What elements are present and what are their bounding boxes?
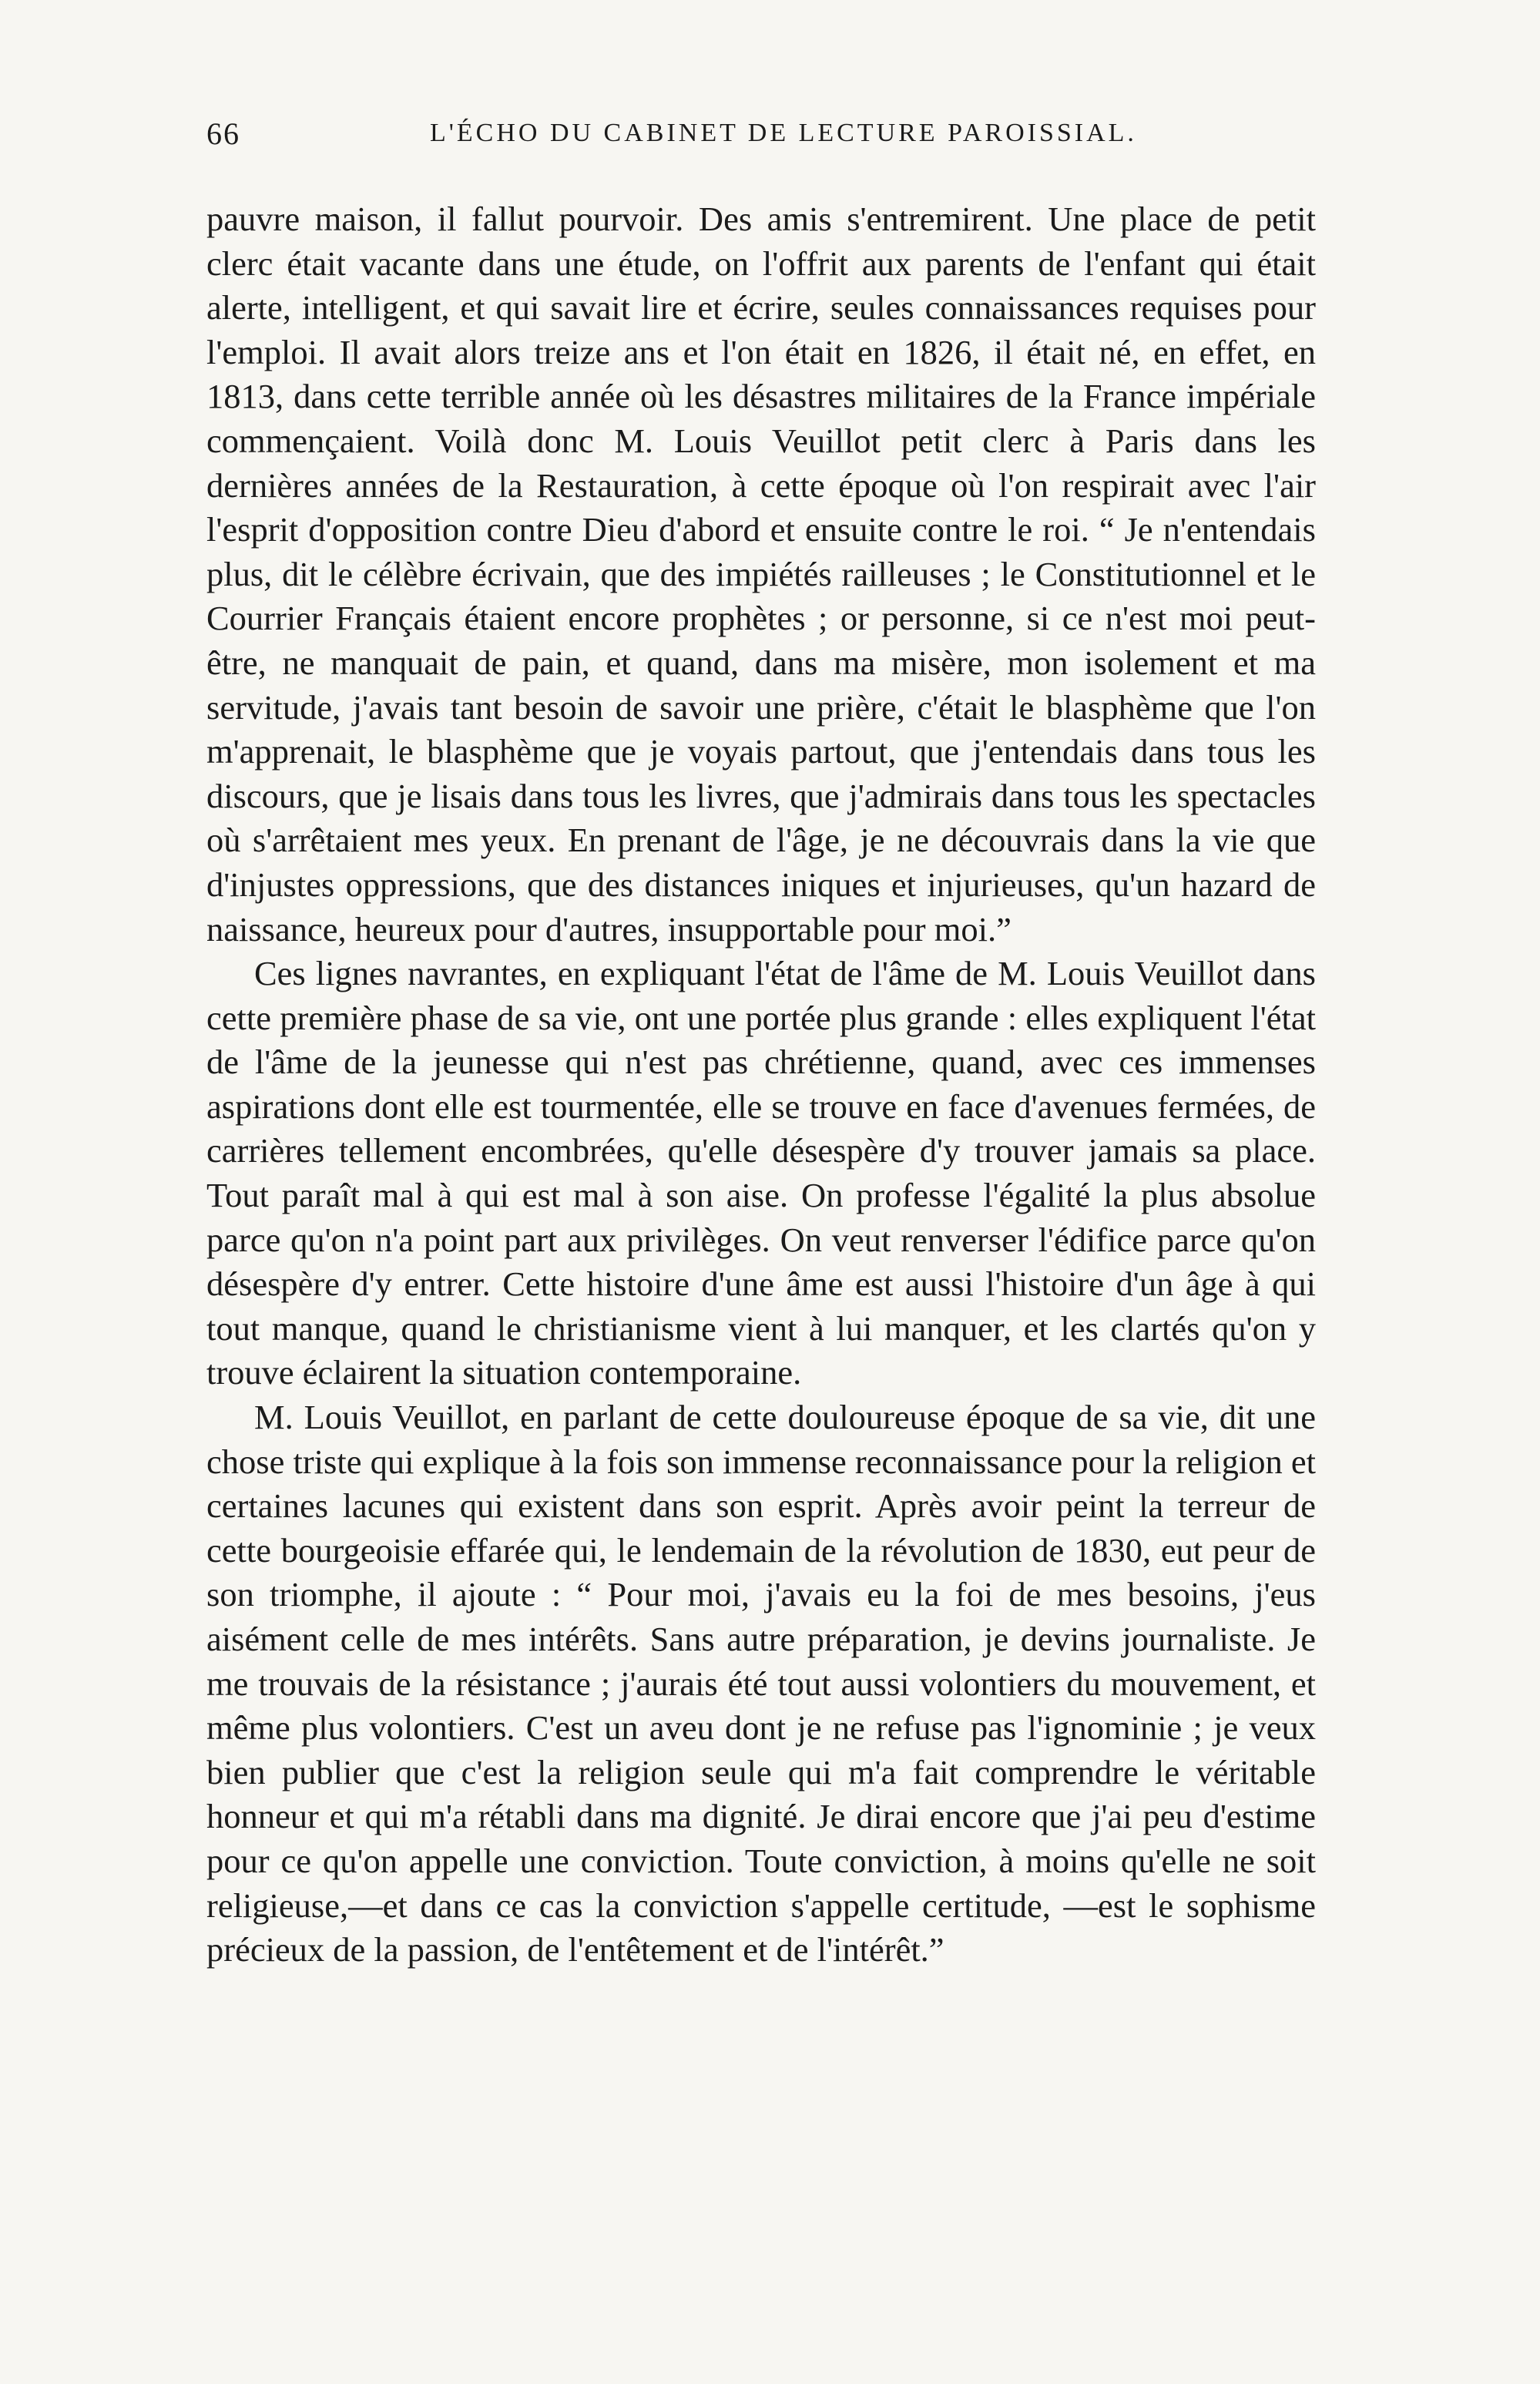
body-text <box>206 197 1316 1973</box>
paragraph-1: pauvre maison, il fallut pourvoir. Des amis s'entremirent. Une place de petit clerc était vacante dans une étude, on l'offrit aux parents de l'enfant qui était alerte, intelligent, et qui savait lire et écrire, seules connaissances requises pour l'emploi. Il avait alors treize ans et l'on était en 1826, il était né, en effet, en 1813, dans cette terrible année où les désastres militaires de la France impériale commençaient. Voilà donc M. Louis Veuillot petit clerc à Paris dans les dernières années de la Restauration, à cette époque où l'on respirait avec l'air l'esprit d'opposition contre Dieu d'abord et ensuite contre le roi. “ Je n'entendais plus, dit le célèbre écrivain, que des impiétés railleuses ; le Constitutionnel et le Courrier Français étaient encore prophètes ; or personne, si ce n'est moi peut-être, ne manquait de pain, et quand, dans ma misère, mon isolement et ma servitude, j'avais tant besoin de savoir une prière, c'était le blasphème que l'on m'apprenait, le blasphème que je voyais partout, que j'entendais dans tous les discours, que je lisais dans tous les livres, que j'admirais dans tous les spectacles où s'arrêtaient mes yeux. En prenant de l'âge, je ne découvrais dans la vie que d'injustes oppressions, que des distances iniques et injurieuses, qu'un hazard de naissance, heureux pour d'autres, insupportable pour moi.” <box>206 200 1316 949</box>
running-head <box>206 116 1316 162</box>
running-title: L'ÉCHO DU CABINET DE LECTURE PAROISSIAL. <box>430 119 1137 147</box>
paragraph-2: Ces lignes navrantes, en expliquant l'état de l'âme de M. Louis Veuillot dans cette première phase de sa vie, ont une portée plus grande : elles expliquent l'état de l'âme de la jeunesse qui n'est pas chrétienne, quand, avec ces immenses aspirations dont elle est tourmentée, elle se trouve en face d'avenues fermées, de carrières tellement encombrées, qu'elle désespère d'y trouver jamais sa place. Tout paraît mal à qui est mal à son aise. On professe l'égalité la plus absolue parce qu'on n'a point part aux privilèges. On veut renverser l'édifice parce qu'on désespère d'y entrer. Cette histoire d'une âme est aussi l'histoire d'un âge à qui tout manque, quand le christianisme vient à lui manquer, et les clartés qu'on y trouve éclairent la situation contemporaine. <box>206 954 1316 1392</box>
page-number: 66 <box>206 116 240 151</box>
paragraph-3: M. Louis Veuillot, en parlant de cette douloureuse époque de sa vie, dit une chose triste qui explique à la fois son immense reconnaissance pour la religion et certaines lacunes qui existent dans son esprit. Après avoir peint la terreur de cette bourgeoisie effarée qui, le lendemain de la révolution de 1830, eut peur de son triomphe, il ajoute : “ Pour moi, j'avais eu la foi de mes besoins, j'eus aisément celle de mes intérêts. Sans autre préparation, je devins journaliste. Je me trouvais de la résistance ; j'aurais été tout aussi volontiers du mouvement, et même plus volontiers. C'est un aveu dont je ne refuse pas l'ignominie ; je veux bien publier que c'est la religion seule qui m'a fait comprendre le véritable honneur et qui m'a rétabli dans ma dignité. Je dirai encore que j'ai peu d'estime pour ce qu'on appelle une conviction. Toute conviction, à moins qu'elle ne soit religieuse,—et dans ce cas la conviction s'appelle certitude, —est le sophisme précieux de la passion, de l'entêtement et de l'intérêt.” <box>206 1398 1316 1969</box>
